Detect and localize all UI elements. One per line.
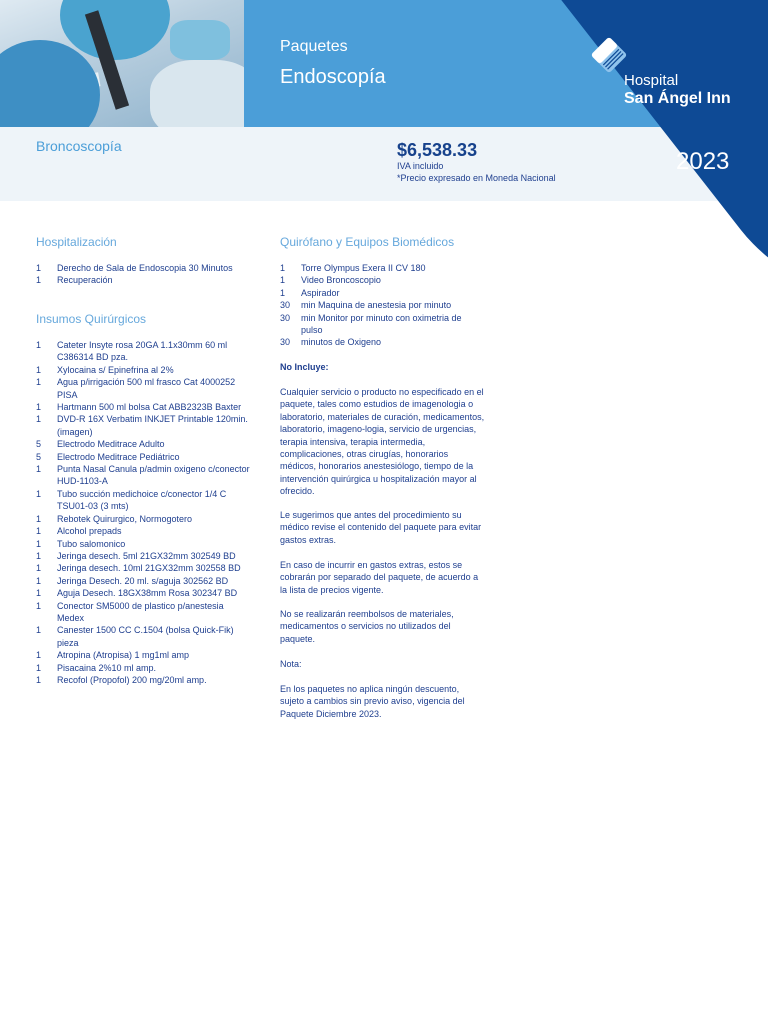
logo-hospital-name: San Ángel Inn <box>624 90 731 107</box>
list-item: 1 Xylocaina s/ Epinefrina al 2% <box>36 364 174 375</box>
list-item: 1 Atropina (Atropisa) 1 mg1ml amp <box>36 650 190 661</box>
package-name: Broncoscopía <box>36 138 122 154</box>
nota-text: En los paquetes no aplica ningún descuento, sujeto a cambios sin previo aviso, vigencia del Paquete Diciembre 2023. <box>280 684 465 719</box>
quirofano-heading: Quirófano y Equipos Biomédicos <box>280 235 455 249</box>
list-item: 1 Torre Olympus Exera II CV 180 <box>280 263 426 273</box>
list-item: 1 Agua p/irrigación 500 ml frasco Cat 4000252 PISA <box>36 377 236 400</box>
list-item: 1 Conector SM5000 de plastico p/anestesia Medex <box>36 600 224 623</box>
list-item: 1 Rebotek Quirurgico, Normogotero <box>36 513 193 524</box>
nota-label: Nota: <box>280 659 302 669</box>
insumos-list <box>36 339 251 686</box>
suggest-text: Le sugerimos que antes del procedimiento su médico revise el contenido del paquete para evitar gastos extras. <box>280 510 482 545</box>
list-item: 5 Electrodo Meditrace Pediátrico <box>36 451 180 462</box>
refund-text: No se realizarán reembolsos de materiales, medicamentos o servicios no utilizados del paquete. <box>280 609 454 644</box>
list-item: 1 Video Broncoscopio <box>280 275 381 286</box>
year-label: 2023 <box>676 148 730 175</box>
list-item: 1 Jeringa desech. 5ml 21GX32mm 302549 BD <box>36 550 236 561</box>
hospitalizacion-heading: Hospitalización <box>36 235 117 249</box>
list-item: 1 Canester 1500 CC C.1504 (bolsa Quick-Fik) pieza <box>36 625 234 648</box>
header-photo <box>0 0 244 127</box>
list-item: 30 min Maquina de anestesia por minuto <box>280 300 452 311</box>
tax-note: IVA incluido <box>397 161 444 171</box>
insumos-heading: Insumos Quirúrgicos <box>36 312 147 326</box>
list-item: 1 Recuperación <box>36 275 113 286</box>
hospitalizacion-list <box>36 262 251 287</box>
list-item: 1 Tubo salomonico <box>36 538 126 549</box>
header-title: Endoscopía <box>280 66 386 88</box>
list-item: 1 DVD-R 16X Verbatim INKJET Printable 120min. (imagen) <box>36 414 248 437</box>
no-incluye-text: Cualquier servicio o producto no especificado en el paquete, tales como estudios de imagenologia o laboratorio, materiales de curación, medicamentos, laboratorio, imageno-logia, servicio de urgencias, terapia intensiva, terapia intermedia, complicaciones, otras cirugías, honorarios médicos, honorarios anestesiólogo, tiempo de la intervención quirúrgica u hospitalización mayor al ofrecido. <box>280 387 485 497</box>
list-item: 30 minutos de Oxigeno <box>280 337 382 348</box>
list-item: 1 Aspirador <box>280 287 340 298</box>
list-item: 1 Recofol (Propofol) 200 mg/20ml amp. <box>36 674 207 685</box>
package-price: $6,538.33 <box>397 140 478 160</box>
logo-hospital-label: Hospital <box>624 72 679 89</box>
no-incluye-label: No Incluye: <box>280 362 329 372</box>
list-item: 1 Derecho de Sala de Endoscopia 30 Minutos <box>36 263 233 273</box>
list-item: 1 Jeringa Desech. 20 ml. s/aguja 302562 BD <box>36 575 229 586</box>
list-item: 30 min Monitor por minuto con oximetria de pulso <box>280 312 462 336</box>
extras-text: En caso de incurrir en gastos extras, estos se cobrarán por separado del paquete, de acuerdo a la lista de precios vigente. <box>280 560 479 595</box>
list-item: 1 Hartmann 500 ml bolsa Cat ABB2323B Baxter <box>36 402 242 413</box>
quirofano-list <box>280 262 485 349</box>
list-item: 1 Aguja Desech. 18GX38mm Rosa 302347 BD <box>36 588 238 599</box>
list-item: 1 Jeringa desech. 10ml 21GX32mm 302558 BD <box>36 563 241 574</box>
currency-note: *Precio expresado en Moneda Nacional <box>397 173 556 183</box>
header-subtitle: Paquetes <box>280 38 348 55</box>
list-item: 1 Tubo succión medichoice c/conector 1/4 C TSU01-03 (3 mts) <box>36 488 227 512</box>
list-item: 5 Electrodo Meditrace Adulto <box>36 439 165 450</box>
list-item: 1 Punta Nasal Canula p/admin oxigeno c/conector HUD-1103-A <box>36 464 250 487</box>
list-item: 1 Alcohol prepads <box>36 526 122 537</box>
hospital-logo-icon <box>590 36 628 74</box>
list-item: 1 Pisacaina 2%10 ml amp. <box>36 662 157 673</box>
list-item: 1 Cateter Insyte rosa 20GA 1.1x30mm 60 ml C386314 BD pza. <box>36 340 228 363</box>
